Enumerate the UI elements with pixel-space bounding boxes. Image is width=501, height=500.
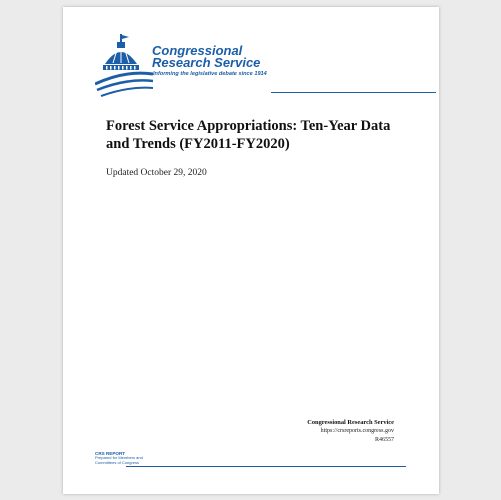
document-updated-date: Updated October 29, 2020	[106, 168, 207, 178]
org-url[interactable]: https://crsreports.congress.gov	[320, 428, 394, 434]
footer-divider	[126, 466, 406, 467]
org-info	[307, 418, 394, 445]
footer-label: CRS REPORT	[95, 451, 126, 456]
logo-tagline: Informing the legislative debate since 1914	[153, 71, 267, 77]
document-page	[63, 7, 439, 494]
document-title: Forest Service Appropriations: Ten-Year Data and Trends (FY2011-FY2020)	[106, 118, 391, 152]
report-code: R46557	[374, 437, 394, 443]
logo-title-line2: Research Service	[152, 55, 261, 70]
crs-report-footer	[95, 451, 143, 465]
crs-logo	[95, 34, 407, 102]
footer-subline-2: Committees of Congress	[95, 459, 140, 465]
footer-subline-1: Prepared for Members and	[95, 455, 143, 460]
logo-divider	[271, 92, 436, 93]
capitol-dome-icon	[95, 34, 155, 102]
org-name: Congressional Research Service	[307, 419, 394, 426]
logo-title-line1: Congressional	[152, 43, 243, 58]
